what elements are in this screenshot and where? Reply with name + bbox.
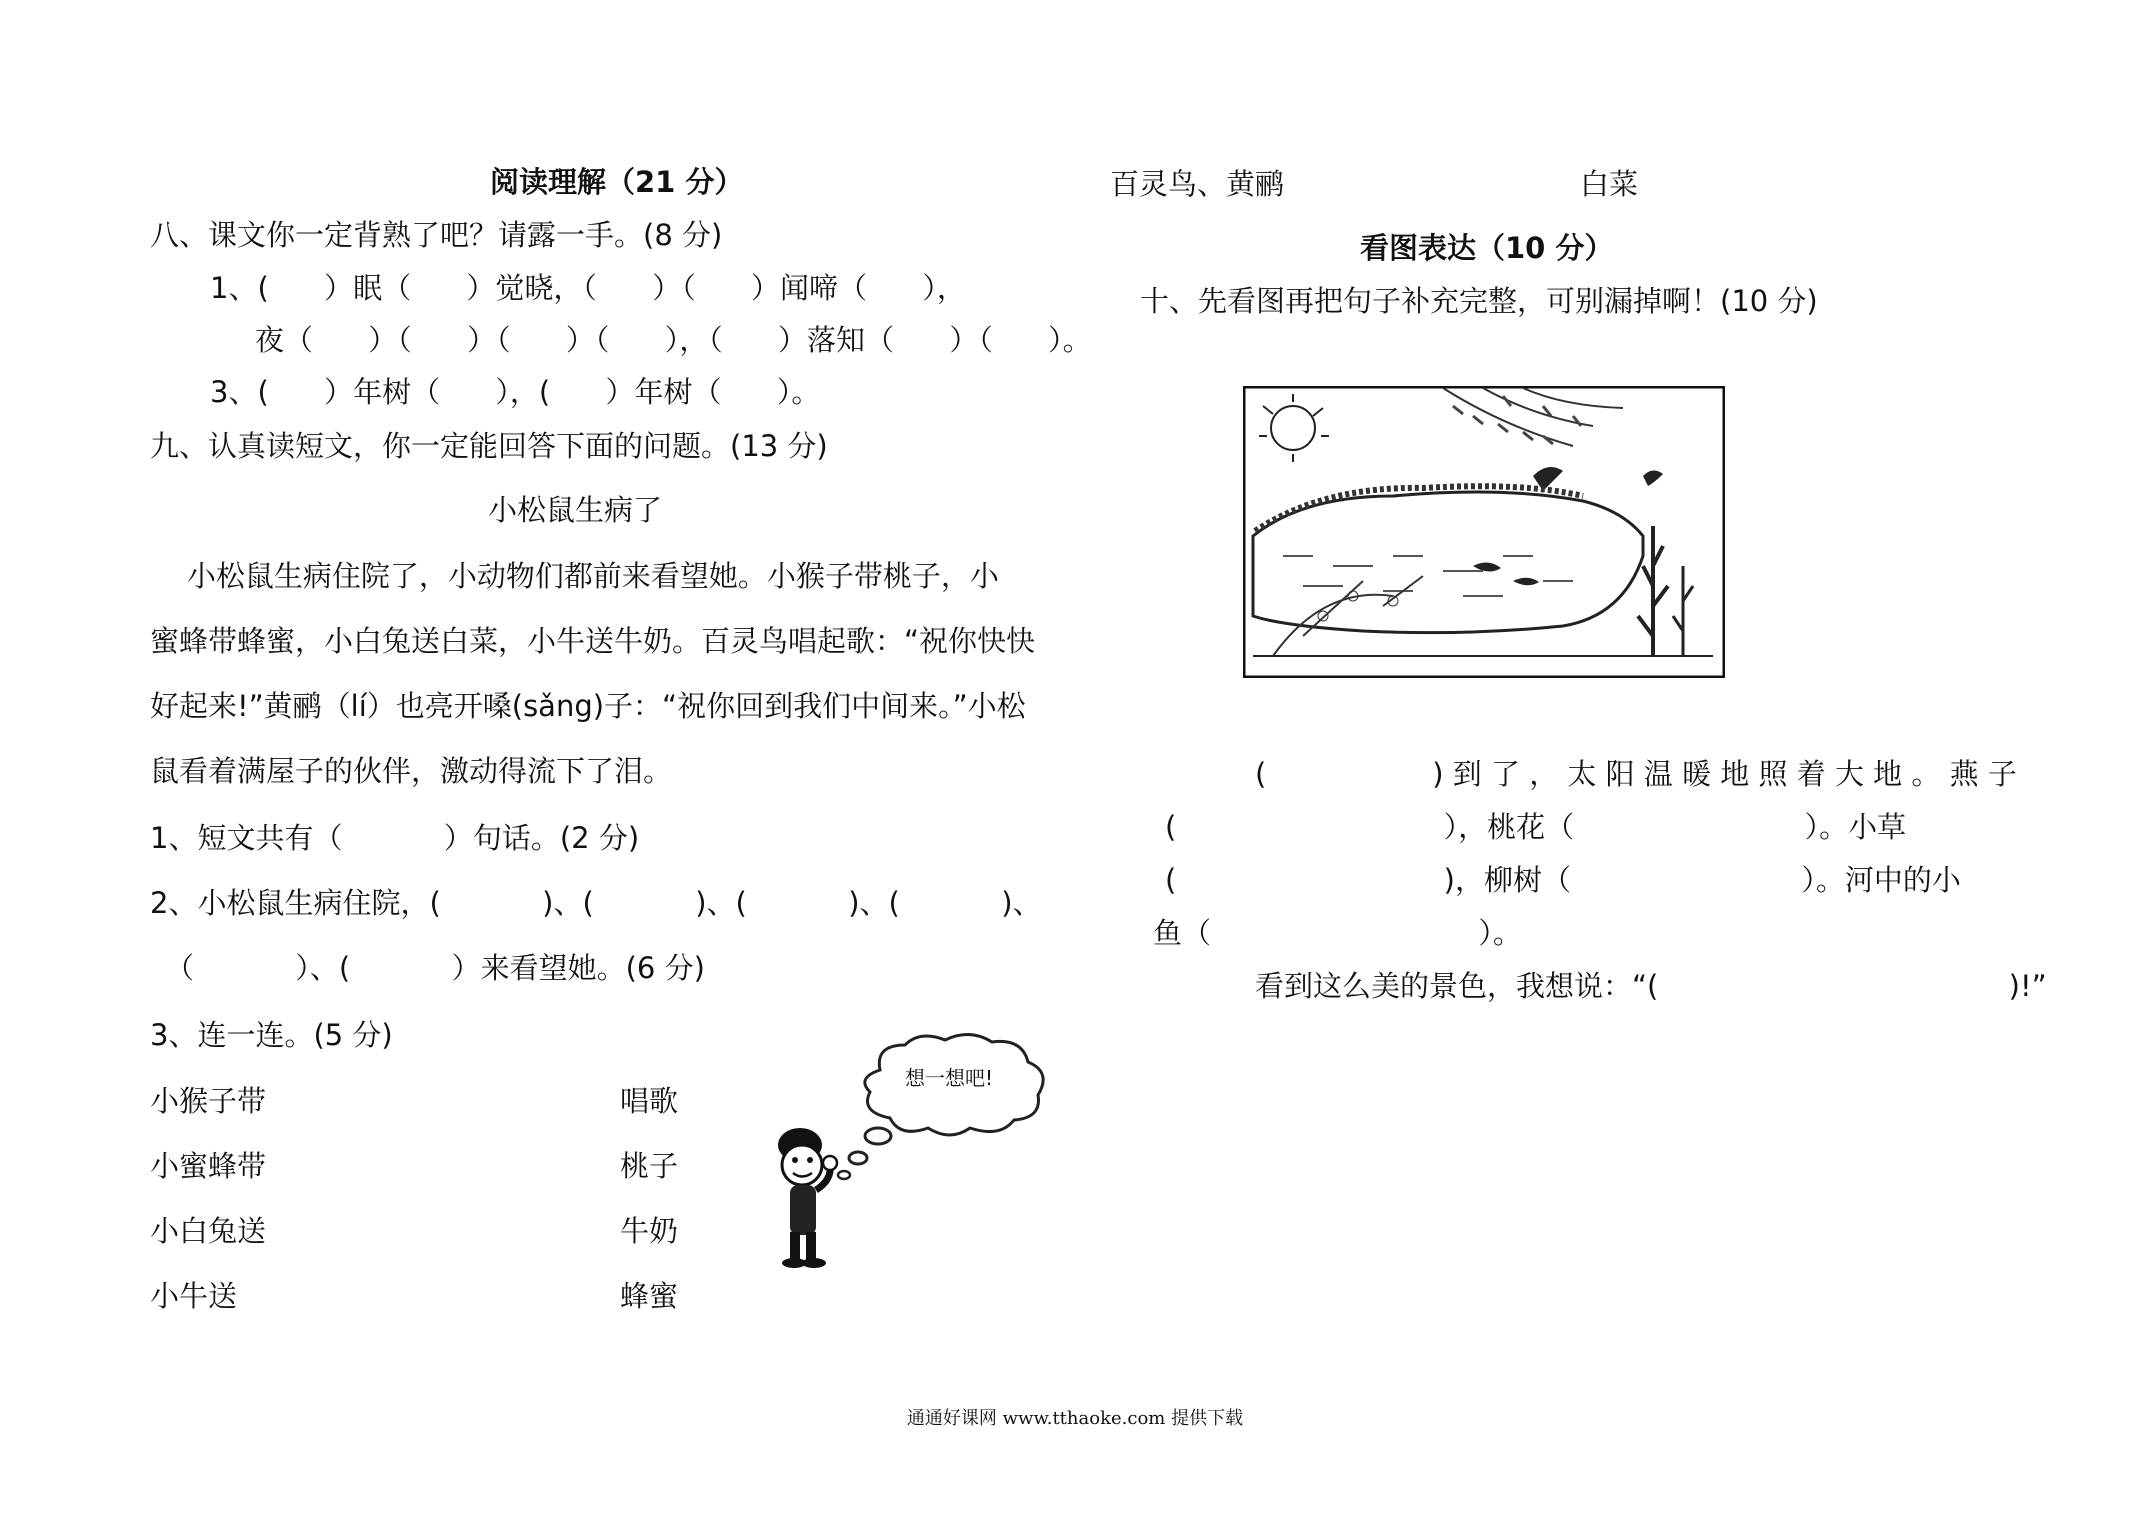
q8-line2: 夜（ ）（ ）（ ）（ ），（ ）落知（ ）（ ）。 (255, 323, 1092, 357)
match-right-3: 牛奶 (620, 1214, 679, 1248)
match-right-4: 蜂蜜 (620, 1279, 679, 1313)
q9-title: 九、认真读短文，你一定能回答下面的问题。(13 分) (150, 429, 828, 463)
story-title: 小松鼠生病了 (488, 493, 663, 527)
q9-sub2-line1: 2、小松鼠生病住院，( )、( )、( )、( )、 (150, 886, 1042, 920)
match-top-right: 白菜 (1580, 167, 1639, 201)
section-title-picture: 看图表达（10 分） (1360, 231, 1614, 265)
match-left-2: 小蜜蜂带 (150, 1149, 267, 1183)
story-line-4: 鼠看着满屋子的伙伴，激动得流下了泪。 (150, 754, 673, 788)
match-left-4: 小牛送 (150, 1279, 238, 1313)
q9-sub3: 3、连一连。(5 分) (150, 1018, 393, 1052)
fill-line-4: 鱼（ ）。 (1153, 916, 1522, 950)
match-right-2: 桃子 (620, 1149, 679, 1183)
q8-line1: 1、( ）眠（ ）觉晓，（ ）（ ）闻啼（ ）， (210, 271, 966, 305)
page-footer: 通通好课网 www.tthaoke.com 提供下载 (906, 1408, 1244, 1429)
fill-line-2: ( ），桃花（ ）。小草 (1165, 810, 1907, 844)
spring-scene-picture (1243, 386, 1725, 678)
q10-title: 十、先看图再把句子补充完整，可别漏掉啊！(10 分) (1140, 284, 1818, 318)
match-left-3: 小白兔送 (150, 1214, 267, 1248)
fill-line-1: ( ) 到 了 ， 太 阳 温 暖 地 照 着 大 地 。 燕 子 (1255, 757, 2017, 791)
fill-line-3: ( )，柳树（ ）。河中的小 (1165, 863, 1961, 897)
match-left-1: 小猴子带 (150, 1084, 267, 1118)
match-right-1: 唱歌 (620, 1084, 679, 1118)
q9-sub1: 1、短文共有（ ）句话。(2 分) (150, 821, 640, 855)
story-line-3: 好起来!”黄鹂（lí）也亮开嗓(sǎng)子：“祝你回到我们中间来。”小松 (150, 689, 1026, 723)
q9-sub2-line2: （ ）、( ）来看望她。(6 分) (165, 951, 705, 985)
fill-line-5: 看到这么美的景色，我想说：“( )!” (1255, 969, 2047, 1003)
section-title-reading: 阅读理解（21 分） (490, 165, 744, 199)
q8-title: 八、课文你一定背熟了吧？请露一手。(8 分) (150, 218, 723, 252)
story-line-2: 蜜蜂带蜂蜜，小白兔送白菜，小牛送牛奶。百灵鸟唱起歌：“祝你快快 (150, 624, 1036, 658)
thinking-boy-illustration (760, 1020, 1080, 1280)
match-top-left: 百灵鸟、黄鹂 (1110, 167, 1285, 201)
story-line-1: 小松鼠生病住院了，小动物们都前来看望她。小猴子带桃子，小 (150, 559, 999, 593)
thought-bubble-text: 想一想吧! (905, 1066, 994, 1090)
q8-line3: 3、( ）年树（ ），( ）年树（ ）。 (210, 375, 821, 409)
